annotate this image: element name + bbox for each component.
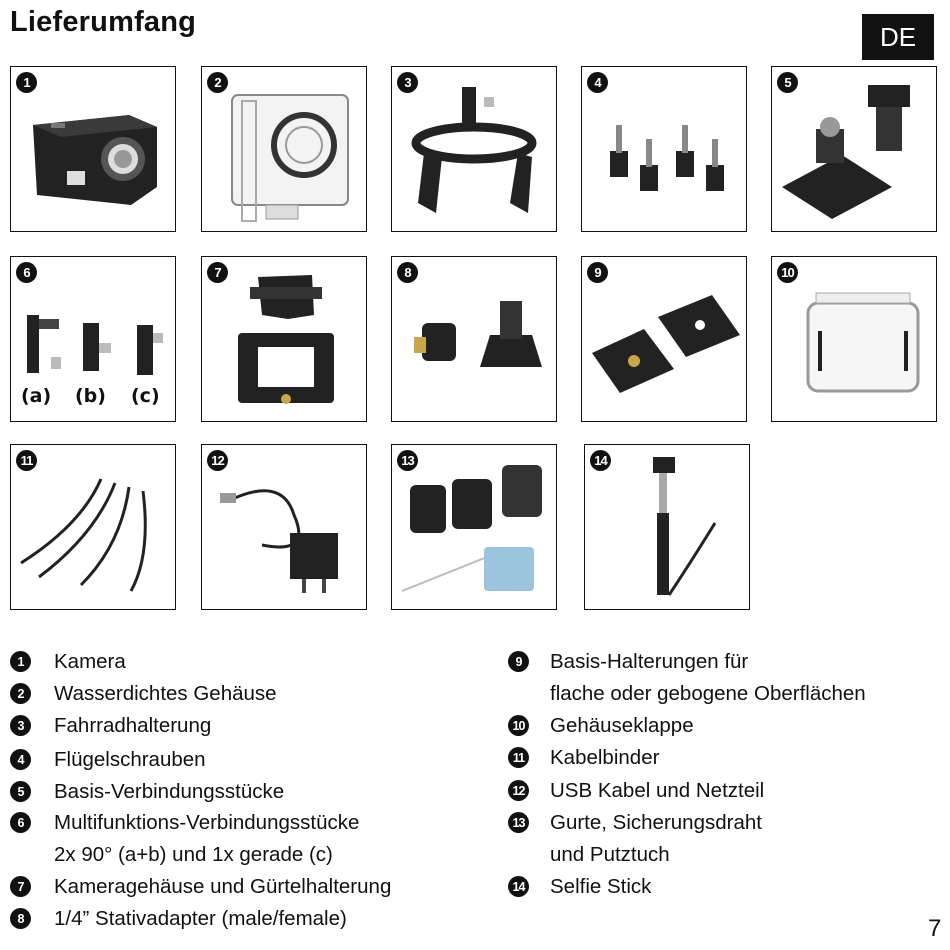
panel-base-connectors [771,66,937,232]
panel-camera [10,66,176,232]
panel-housing-door [771,256,937,422]
camera-illustration [11,67,176,232]
list-number: 8 [10,908,31,929]
list-text: USB Kabel und Netzteil [550,779,765,802]
thumb-screws-illustration [582,67,747,232]
list-number: 3 [10,715,31,736]
list-text: Flügelschrauben [54,748,206,771]
panel-number: 7 [207,262,228,283]
panel-number: 2 [207,72,228,93]
panel-number: 8 [397,262,418,283]
list-number: 12 [508,780,529,801]
panel-number: 12 [207,450,228,471]
list-text: Kamera [54,650,126,673]
list-number: 10 [508,715,529,736]
panel-number: 6 [16,262,37,283]
list-text: Wasserdichtes Gehäuse [54,682,277,705]
label-c: (c) [131,385,160,407]
label-a: (a) [21,385,52,407]
panel-multifunction-connectors [10,256,176,422]
page-title: Lieferumfang [10,6,197,38]
cable-ties-illustration [11,445,176,610]
panel-cable-ties [10,444,176,610]
straps-illustration [392,445,557,610]
list-text: und Putztuch [550,843,670,866]
list-text: Kabelbinder [550,746,660,769]
panel-waterproof-case [201,66,367,232]
list-text: Gehäuseklappe [550,714,694,737]
panel-selfie-stick [584,444,750,610]
panel-usb-charger [201,444,367,610]
label-b: (b) [75,385,106,407]
list-text: Fahrradhalterung [54,714,212,737]
bike-mount-illustration [392,67,557,232]
list-number: 14 [508,876,529,897]
list-text: Basis-Verbindungsstücke [54,780,285,803]
panel-number: 3 [397,72,418,93]
panel-number: 13 [397,450,418,471]
panel-straps [391,444,557,610]
panel-number: 14 [590,450,611,471]
list-number: 6 [10,812,31,833]
list-text: 2x 90° (a+b) und 1x gerade (c) [54,843,333,866]
panel-number: 9 [587,262,608,283]
panel-number: 5 [777,72,798,93]
housing-door-illustration [772,257,937,422]
panel-base-mounts [581,256,747,422]
page-number: 7 [928,915,942,942]
panel-camera-frame [201,256,367,422]
list-number: 11 [508,747,529,768]
list-text: 1/4” Stativadapter (male/female) [54,907,347,930]
panel-number: 4 [587,72,608,93]
selfie-stick-illustration [585,445,750,610]
list-text: Selfie Stick [550,875,652,898]
panel-number: 1 [16,72,37,93]
usb-charger-illustration [202,445,367,610]
list-text: Gurte, Sicherungsdraht [550,811,762,834]
list-text: Kameragehäuse und Gürtelhalterung [54,875,392,898]
panel-number: 10 [777,262,798,283]
list-number: 5 [10,781,31,802]
waterproof-case-illustration [202,67,367,232]
panel-number: 11 [16,450,37,471]
list-number: 1 [10,651,31,672]
list-text: Basis-Halterungen für [550,650,749,673]
list-number: 9 [508,651,529,672]
list-number: 2 [10,683,31,704]
list-text: flache oder gebogene Oberflächen [550,682,866,705]
list-text: Multifunktions-Verbindungsstücke [54,811,360,834]
list-number: 7 [10,876,31,897]
base-mounts-illustration [582,257,747,422]
panel-tripod-adapter [391,256,557,422]
list-number: 13 [508,812,529,833]
language-badge: DE [862,14,934,60]
list-number: 4 [10,749,31,770]
panel-bike-mount [391,66,557,232]
base-connectors-illustration [772,67,937,232]
panel-thumb-screws [581,66,747,232]
tripod-adapter-illustration [392,257,557,422]
camera-frame-illustration [202,257,367,422]
